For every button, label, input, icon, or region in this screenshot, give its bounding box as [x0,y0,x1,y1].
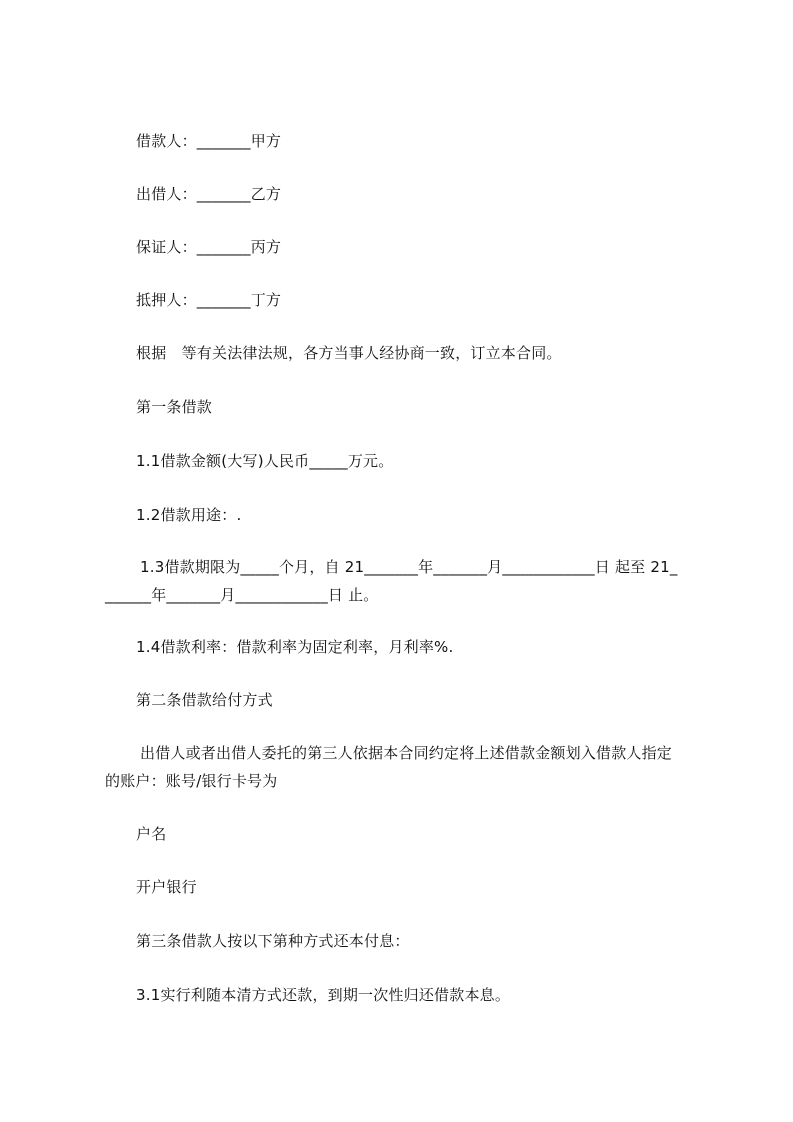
article-3-item-1: 3.1实行利随本清方式还款，到期一次性归还借款本息。 [136,986,511,1004]
party-lender: 出借人：_______乙方 [136,185,282,203]
article-1-item-3-line-2: ______年_______月____________日 止。 [105,586,379,604]
article-2-title: 第二条借款给付方式 [136,691,273,709]
party-borrower: 借款人：_______甲方 [136,132,282,150]
article-1-title: 第一条借款 [136,398,213,416]
article-1-item-2: 1.2借款用途：. [136,506,242,524]
party-mortgagor: 抵押人：_______丁方 [136,291,282,309]
article-2-paragraph-line-2: 的账户：账号/银行卡号为 [105,772,278,790]
article-3-title: 第三条借款人按以下第种方式还本付息： [136,932,410,950]
article-1-item-1: 1.1借款金额(大写)人民币_____万元。 [136,452,394,470]
article-1-item-3-line-1: 1.3借款期限为_____个月，自 21_______年_______月____________日 起至 21_ [140,558,678,576]
party-guarantor: 保证人：_______丙方 [136,238,282,256]
article-2-paragraph-line-1: 出借人或者出借人委托的第三人依据本合同约定将上述借款金额划入借款人指定 [140,744,673,762]
article-2-bank: 开户银行 [136,878,197,896]
article-2-account-name: 户名 [136,825,167,843]
article-1-item-4: 1.4借款利率：借款利率为固定利率，月利率%. [136,638,454,656]
contract-basis: 根据 等有关法律法规，各方当事人经协商一致，订立本合同。 [136,344,562,362]
